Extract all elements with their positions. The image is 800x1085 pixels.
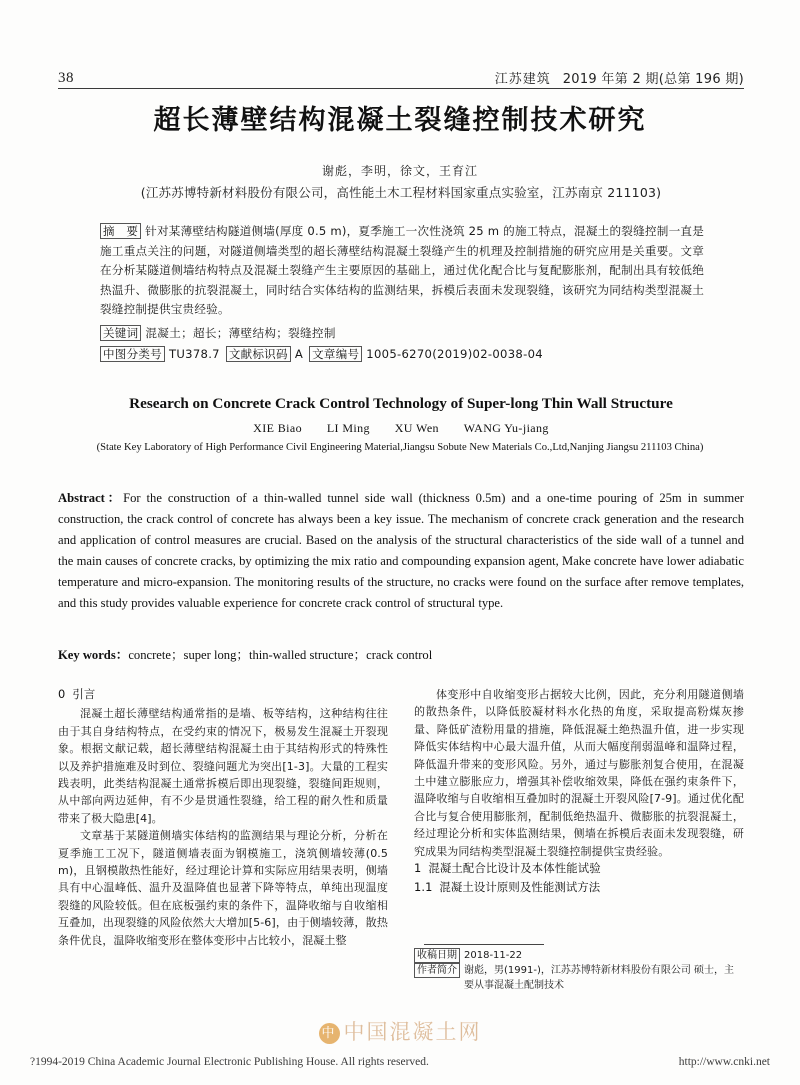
cn-abstract-label: 摘 要	[100, 223, 141, 239]
page-footer	[30, 1056, 770, 1068]
en-affiliation: (State Key Laboratory of High Performance Civil Engineering Material,Jiangsu Sobute New Materials Co.,Ltd,Nanjing Jiangsu 211103 China)	[96, 442, 704, 453]
page-header	[58, 68, 744, 87]
footnote-received-date	[414, 948, 744, 963]
body-column-right	[414, 686, 744, 899]
body-column-left	[58, 686, 388, 949]
paragraph: 混凝土超长薄壁结构通常指的是墙、板等结构，这种结构往往由于其自身结构特点，在受约束的情况下，极易发生混凝土开裂现象。根据文献记载，超长薄壁结构混凝土由于其结构形式的特殊性以及养护措施难及时到位、裂缝问题尤为突出[1-3]。大量的工程实践表明，此类结构混凝土通常拆模后即出现裂缝，裂缝间距规则，从中部向两边延伸，有不少是贯通性裂缝，给工程的耐久性和质量带来了极大隐患[4]。	[58, 707, 388, 825]
received-date-label: 收稿日期	[414, 948, 460, 963]
section-heading-1-1	[414, 879, 744, 896]
author-bio-value: 谢彪，男(1991-)，江苏苏博特新材料股份有限公司 硕士，主要从事混凝土配制技术	[464, 965, 735, 991]
paragraph: 文章基于某隧道侧墙实体结构的监测结果与理论分析，分析在夏季施工工况下，隧道侧墙表面为钢模施工，浇筑侧墙较薄(0.5 m)，且钢模散热性能好，经过理论计算和实际应用结果表明，侧墙具有中心温峰低、温升及温降值也显著下降等特点，单纯出现温度裂缝的风险较低。但在底板强约束的条件下，温降收缩与自收缩相互叠加，出现裂缝的风险依然大大增加[5-6]，由于侧墙较薄，散热条件优良，温降收缩变形在整体变形中占比较小，混凝土整	[58, 829, 388, 947]
en-abstract	[58, 488, 744, 614]
footer-copyright: ?1994-2019 China Academic Journal Electronic Publishing House. All rights reserved.	[30, 1056, 429, 1068]
paragraph: 体变形中自收缩变形占据较大比例，因此，充分利用隧道侧墙的散热条件，以降低胶凝材料水化热的角度，采取提高粉煤灰掺量、降低矿渣粉用量的措施，降低混凝土绝热温升值，进一步实现降低实体结构中心最大温升值，从而大幅度削弱温峰和温降过程，降低温升带来的变形风险。另外，通过与膨胀剂复合使用，在混凝土中建立膨胀应力，增强其补偿收缩效果，降低在强约束条件下，温降收缩与自收缩相互叠加时的混凝土开裂风险[7-9]。通过优化配合比与复合使用膨胀剂，配制低绝热温升、微膨胀的抗裂混凝土，经过理论分析和实体监测结果，侧墙在拆模后表面未发现裂缝，研究成果为同结构类型混凝土裂缝控制提供宝贵经验。	[414, 688, 744, 858]
en-authors: XIE Biao LI Ming XU Wen WANG Yu-jiang	[253, 421, 549, 435]
section-title-0: 引言	[72, 687, 96, 701]
en-title: Research on Concrete Crack Control Technology of Super-long Thin Wall Structure	[129, 395, 673, 412]
journal-name: 江苏建筑	[494, 72, 551, 87]
cn-classification-row	[100, 346, 704, 362]
en-keywords-text: concrete；super long；thin-walled structure；crack control	[128, 648, 433, 662]
cn-keywords-text: 混凝土；超长；薄壁结构；裂缝控制	[145, 325, 336, 340]
doc-code-label: 文献标识码	[226, 346, 291, 362]
cn-abstract-text: 针对某薄壁结构隧道侧墙(厚度 0.5 m)，夏季施工一次性浇筑 25 m 的施工特点，混凝土的裂缝控制一直是施工重点关注的问题，对隧道侧墙类型的超长薄壁结构混凝土裂缝产生的机理及控制措施的研究应用是关重要。文章在分析某隧道侧墙结构特点及混凝土裂缝产生主要原因的基础上，通过优化配合比与复配膨胀剂，配制出具有较低绝热温升、微膨胀的抗裂混凝土，同时结合实体结构的监测结果，拆模后表面未发现裂缝，该研究为同结构类型混凝土裂缝控制提供宝贵经验。	[100, 224, 704, 316]
section-title-1: 混凝土配合比设计及本体性能试验	[428, 861, 601, 876]
section-number-1-1: 1.1	[414, 880, 433, 895]
cn-keywords-label: 关键词	[100, 325, 141, 341]
section-heading-1	[414, 860, 744, 877]
doc-code-value: A	[294, 346, 304, 361]
cn-abstract-block	[100, 222, 704, 362]
cn-abstract-paragraph	[100, 222, 704, 320]
watermark-badge-icon: 中	[319, 1023, 340, 1044]
article-id-value: 1005-6270(2019)02-0038-04	[366, 346, 543, 361]
journal-info	[495, 68, 744, 87]
section-heading-0	[58, 686, 388, 703]
footnote-divider	[424, 944, 544, 945]
footnote-block	[414, 944, 744, 993]
section-number-0: 0	[58, 687, 66, 701]
cn-keywords-row	[100, 325, 704, 341]
en-abstract-label: Abstract：	[58, 491, 124, 505]
page-title: 超长薄壁结构混凝土裂缝控制技术研究	[153, 105, 647, 136]
footer-url: http://www.cnki.net	[678, 1056, 770, 1068]
en-keywords-label: Key words：	[58, 648, 129, 662]
cn-authors: 谢彪，李明，徐文，王育江	[321, 164, 478, 178]
watermark	[0, 1016, 800, 1046]
received-date-value: 2018-11-22	[464, 950, 523, 961]
en-abstract-text: For the construction of a thin-walled tunnel side wall (thickness 0.5m) and a one-time pouring of 25m in summer construction, the crack control of concrete has always been a key issue. The mechanism of concrete crack generation and the research and application of control measures are crucial. Based on the analysis of the structural characteristics of the side wall of a tunnel and the main causes of concrete cracks, by optimizing the mix ratio and compounding expansion agent, Make concrete have lower adiabatic temperature and micro-expansion. The monitoring results of the structure, no cracks were found on the surface after remove templates, and this study provides valuable experience for concrete crack control of structural type.	[58, 491, 744, 610]
clc-label: 中图分类号	[100, 346, 165, 362]
section-title-1-1: 混凝土设计原则及性能测试方法	[439, 880, 601, 895]
en-keywords	[58, 644, 744, 663]
header-divider	[58, 88, 744, 89]
clc-value: TU378.7	[169, 346, 220, 361]
footnote-author-bio	[414, 963, 744, 993]
article-id-label: 文章编号	[309, 346, 362, 362]
section-number-1: 1	[414, 861, 422, 876]
page-number: 38	[58, 70, 74, 86]
watermark-text: 中国混凝土网	[343, 1020, 482, 1044]
author-bio-label: 作者简介	[414, 963, 460, 978]
journal-issue: 2019 年第 2 期(总第 196 期)	[562, 72, 744, 87]
cn-affiliation: (江苏苏博特新材料股份有限公司，高性能土木工程材料国家重点实验室，江苏南京 211103)	[140, 185, 662, 200]
